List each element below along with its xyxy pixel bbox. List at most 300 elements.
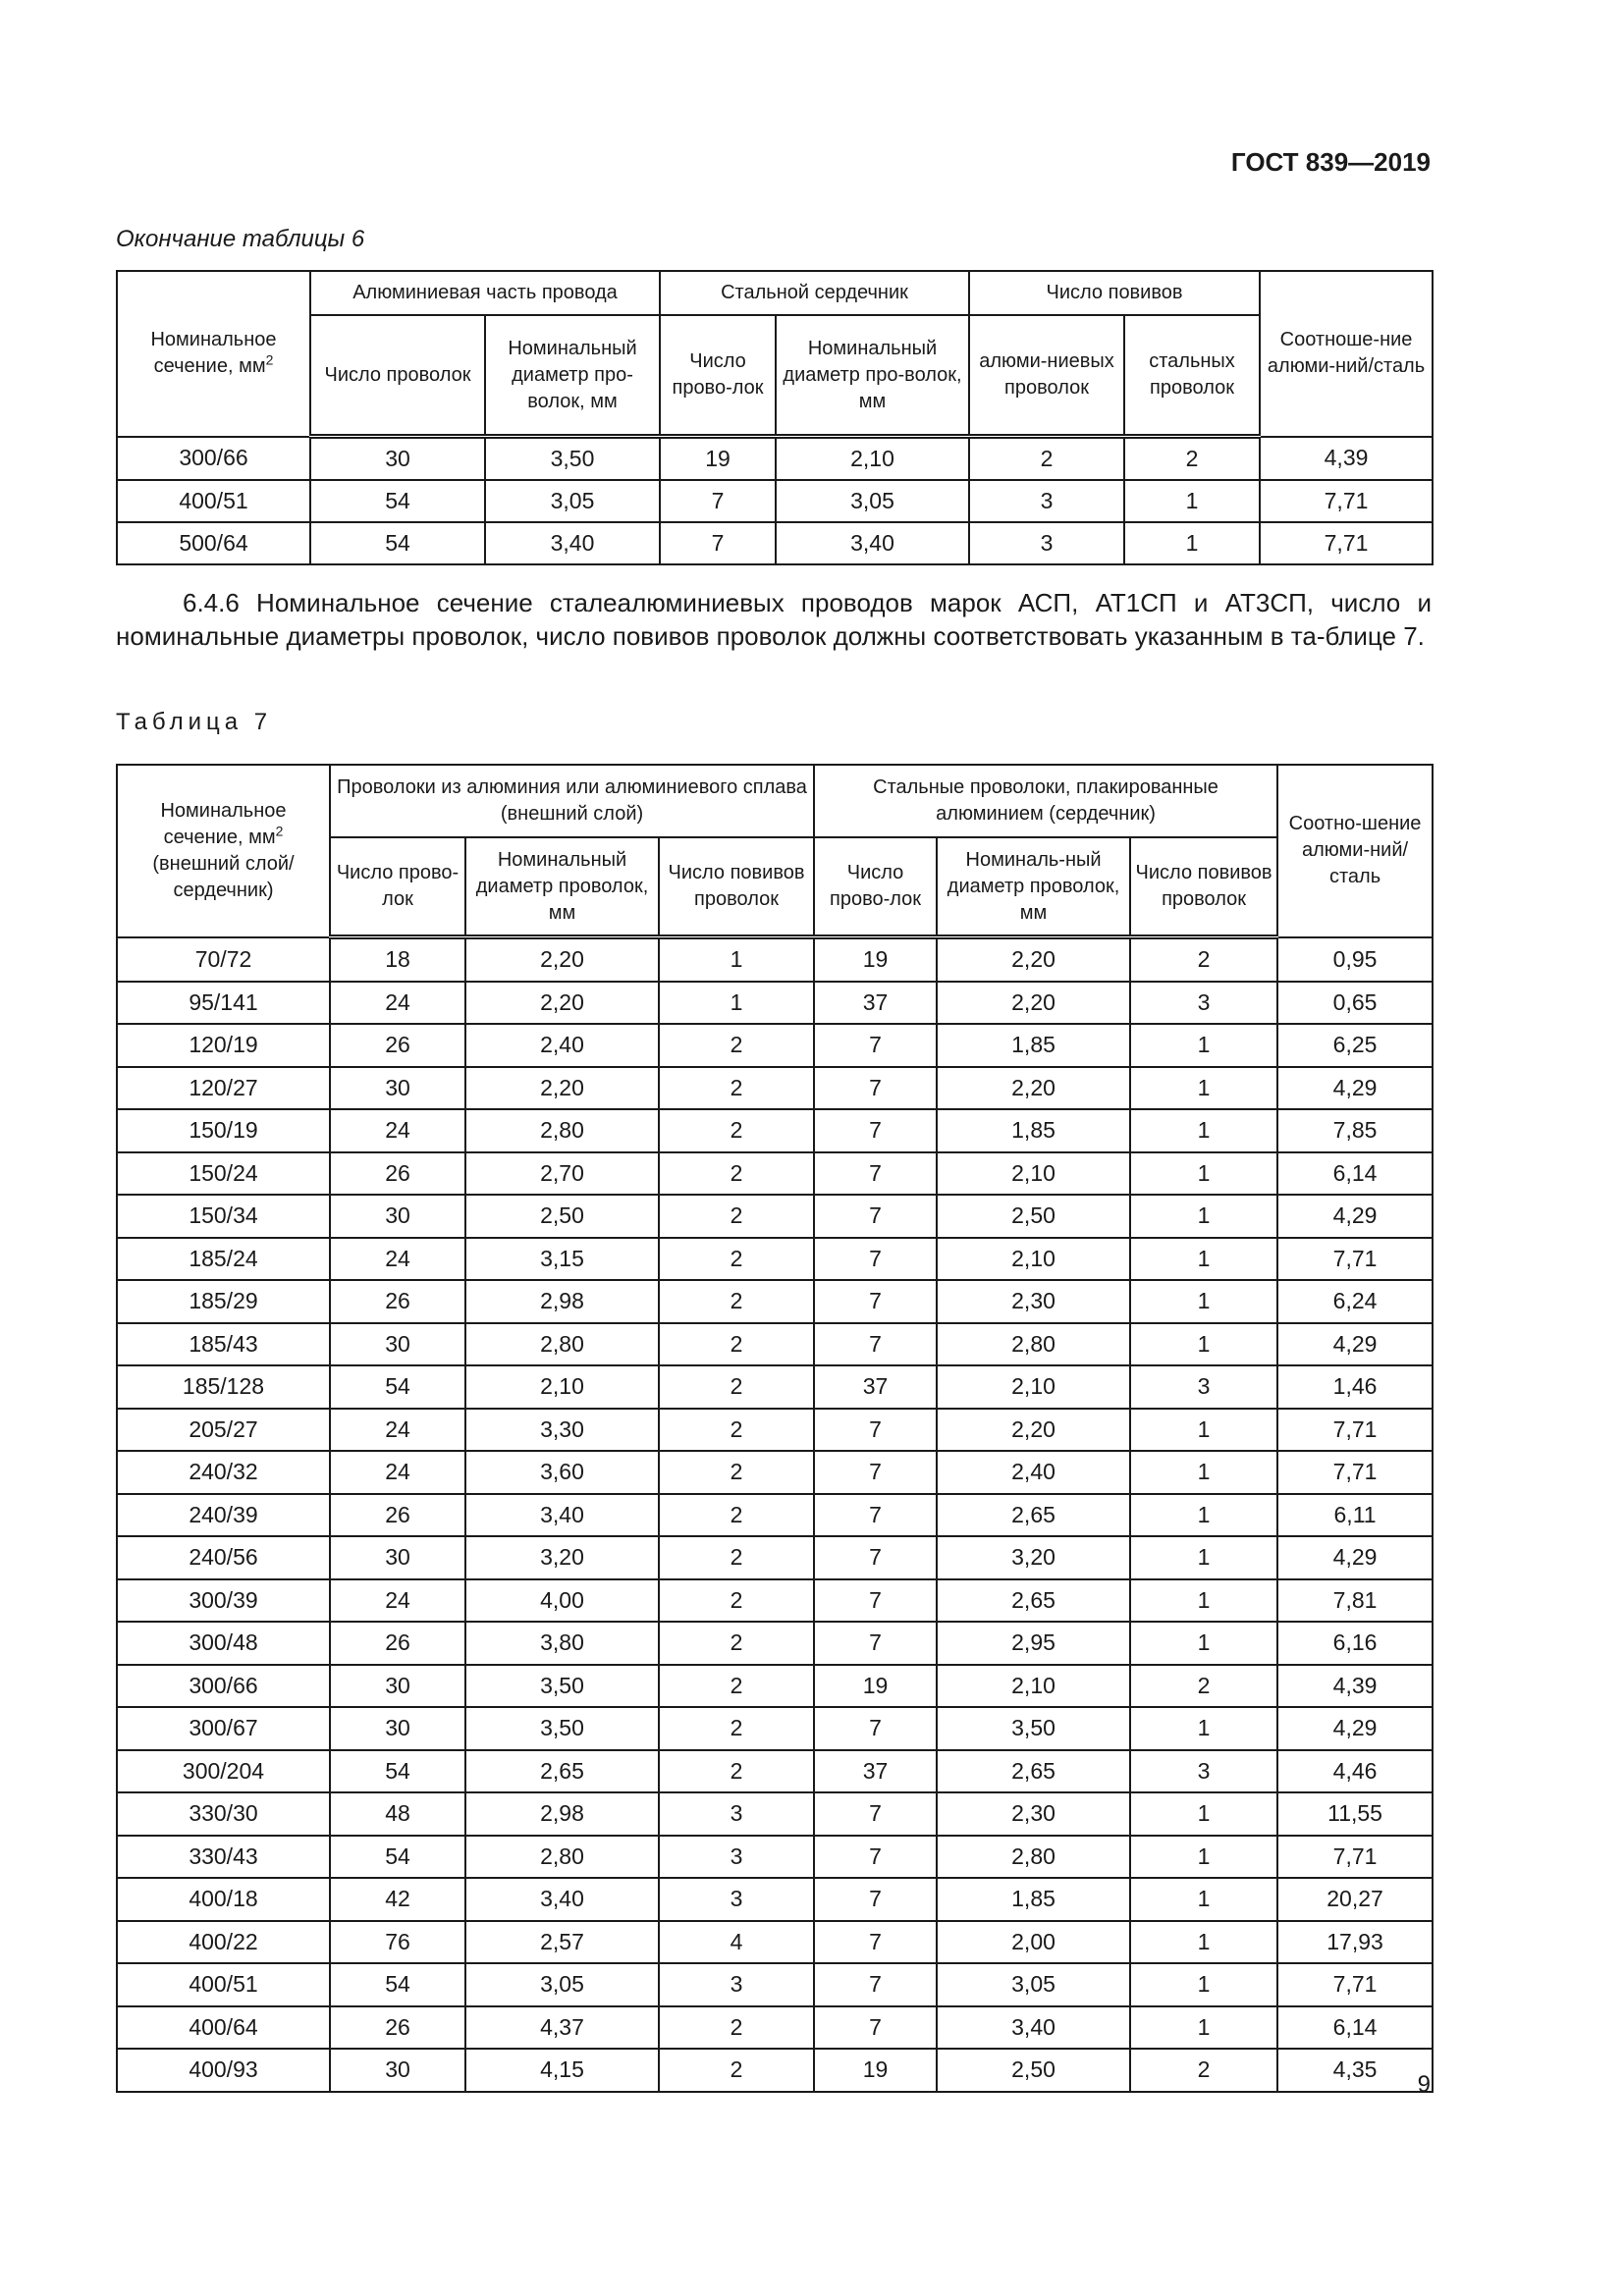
table-cell: 24 — [330, 1451, 465, 1494]
table-cell: 1 — [1130, 1152, 1277, 1196]
table6-header-st-diameter: Номинальный диаметр про-волок, мм — [776, 315, 969, 437]
table-cell: 1 — [1130, 1622, 1277, 1665]
table-cell: 205/27 — [117, 1409, 330, 1452]
table-cell: 2,80 — [465, 1836, 659, 1879]
table-cell: 1 — [1130, 1238, 1277, 1281]
table-cell: 2 — [659, 1494, 814, 1537]
table7-row — [117, 1750, 1433, 1793]
table-cell: 400/51 — [117, 480, 310, 522]
table-cell: 54 — [330, 1365, 465, 1409]
table-cell: 1 — [1130, 1451, 1277, 1494]
table-cell: 2,20 — [465, 937, 659, 982]
table7-caption: Таблица 7 — [116, 709, 273, 735]
table7-row — [117, 1409, 1433, 1452]
table-cell: 2 — [659, 2006, 814, 2050]
table7-row — [117, 1536, 1433, 1579]
table7-header-st-count: Число прово-лок — [814, 837, 937, 937]
table6-header-nominal: Номинальное сечение, $мм^2$ — [117, 271, 310, 437]
table-cell: 20,27 — [1277, 1878, 1433, 1921]
table-cell: 2,20 — [465, 982, 659, 1025]
table-cell: 26 — [330, 1280, 465, 1323]
table-cell: 7 — [814, 1536, 937, 1579]
table-cell: 2,65 — [937, 1579, 1130, 1623]
table-cell: 4,39 — [1260, 437, 1433, 481]
table-cell: 7,71 — [1277, 1451, 1433, 1494]
table-cell: 300/48 — [117, 1622, 330, 1665]
table-cell: 2 — [659, 1109, 814, 1152]
table-cell: 3,60 — [465, 1451, 659, 1494]
table-cell: 6,11 — [1277, 1494, 1433, 1537]
table-cell: 400/18 — [117, 1878, 330, 1921]
table-cell: 2,20 — [937, 937, 1130, 982]
table-cell: 4 — [659, 1921, 814, 1964]
table-cell: 2,80 — [465, 1109, 659, 1152]
table7-row — [117, 1024, 1433, 1067]
table-cell: 300/204 — [117, 1750, 330, 1793]
table-cell: 2 — [659, 1579, 814, 1623]
table-cell: 3,05 — [465, 1963, 659, 2006]
table7-row — [117, 1152, 1433, 1196]
table-cell: 26 — [330, 1152, 465, 1196]
table-cell: 1 — [1130, 1109, 1277, 1152]
table-cell: 1 — [1130, 1280, 1277, 1323]
table-cell: 7 — [814, 1707, 937, 1750]
table-cell: 7 — [814, 2006, 937, 2050]
table-cell: 1,85 — [937, 1024, 1130, 1067]
table-cell: 3,40 — [776, 522, 969, 564]
table-cell: 7 — [814, 1152, 937, 1196]
table-cell: 2,98 — [465, 1792, 659, 1836]
table-cell: 2 — [659, 1323, 814, 1366]
table-cell: 185/128 — [117, 1365, 330, 1409]
table7-row — [117, 1195, 1433, 1238]
table-cell: 30 — [330, 1536, 465, 1579]
table6-header-aluminium-group: Алюминиевая часть провода — [310, 271, 660, 315]
table-cell: 2 — [659, 1451, 814, 1494]
table-cell: 3,40 — [465, 1494, 659, 1537]
table-cell: 1 — [1124, 480, 1260, 522]
table-cell: 2,70 — [465, 1152, 659, 1196]
table-cell: 18 — [330, 937, 465, 982]
table-cell: 400/93 — [117, 2049, 330, 2092]
table-cell: 54 — [330, 1836, 465, 1879]
table-cell: 2,80 — [937, 1836, 1130, 1879]
table-cell: 1 — [1130, 1963, 1277, 2006]
table-cell: 400/64 — [117, 2006, 330, 2050]
table-cell: 3,50 — [485, 437, 660, 481]
table6-row — [117, 480, 1433, 522]
table-cell: 2 — [1130, 1665, 1277, 1708]
table-cell: 37 — [814, 1365, 937, 1409]
table-cell: 1 — [1130, 1921, 1277, 1964]
table-cell: 1 — [659, 937, 814, 982]
table-cell: 3,50 — [465, 1707, 659, 1750]
table-cell: 3,05 — [937, 1963, 1130, 2006]
table-cell: 400/22 — [117, 1921, 330, 1964]
table-cell: 7 — [814, 1963, 937, 2006]
table7-row — [117, 1579, 1433, 1623]
table-cell: 3,80 — [465, 1622, 659, 1665]
table-cell: 3 — [659, 1792, 814, 1836]
table-cell: 7 — [660, 480, 776, 522]
table-cell: 1 — [1130, 1836, 1277, 1879]
table-cell: 4,15 — [465, 2049, 659, 2092]
table-cell: 3 — [1130, 1365, 1277, 1409]
table7-row — [117, 937, 1433, 982]
table-cell: 2 — [659, 1536, 814, 1579]
table-cell: 1 — [1130, 1067, 1277, 1110]
table7-row — [117, 1109, 1433, 1152]
table-cell: 1 — [1130, 1195, 1277, 1238]
table-cell: 30 — [330, 1323, 465, 1366]
table-cell: 95/141 — [117, 982, 330, 1025]
table-cell: 300/66 — [117, 437, 310, 481]
table-cell: 30 — [330, 1707, 465, 1750]
table7-header-st-group: Стальные проволоки, плакированные алюминием (сердечник) — [814, 765, 1277, 837]
table-cell: 7 — [814, 1024, 937, 1067]
table-cell: 185/29 — [117, 1280, 330, 1323]
table-cell: 6,25 — [1277, 1024, 1433, 1067]
table-cell: 2,20 — [937, 1067, 1130, 1110]
table-cell: 300/66 — [117, 1665, 330, 1708]
table7-row — [117, 1836, 1433, 1879]
table7-row — [117, 1451, 1433, 1494]
table-cell: 1,85 — [937, 1109, 1130, 1152]
table-cell: 2,10 — [937, 1152, 1130, 1196]
table-cell: 185/24 — [117, 1238, 330, 1281]
table-cell: 48 — [330, 1792, 465, 1836]
table-cell: 2,30 — [937, 1280, 1130, 1323]
table-cell: 2,20 — [937, 1409, 1130, 1452]
table-cell: 2 — [659, 1152, 814, 1196]
table-cell: 3 — [659, 1963, 814, 2006]
table-cell: 2 — [659, 1665, 814, 1708]
table6-container — [116, 270, 1432, 565]
table-cell: 19 — [660, 437, 776, 481]
table-cell: 2,10 — [776, 437, 969, 481]
table-cell: 330/30 — [117, 1792, 330, 1836]
table7-header-al-lays: Число повивов проволок — [659, 837, 814, 937]
table-cell: 1,85 — [937, 1878, 1130, 1921]
table7-row — [117, 1963, 1433, 2006]
table-cell: 1 — [1130, 1024, 1277, 1067]
table-cell: 24 — [330, 1409, 465, 1452]
table-cell: 2 — [659, 1280, 814, 1323]
table-cell: 7 — [814, 1792, 937, 1836]
table-cell: 24 — [330, 982, 465, 1025]
table-cell: 2 — [659, 1238, 814, 1281]
table-cell: 3,20 — [937, 1536, 1130, 1579]
table-cell: 2,10 — [937, 1365, 1130, 1409]
table7-header-st-diameter: Номиналь-ный диаметр проволок, мм — [937, 837, 1130, 937]
table-cell: 7 — [814, 1109, 937, 1152]
table7 — [116, 764, 1434, 2093]
table7-row — [117, 1067, 1433, 1110]
table-cell: 30 — [310, 437, 485, 481]
table-cell: 1 — [1130, 1579, 1277, 1623]
table-cell: 24 — [330, 1238, 465, 1281]
table-cell: 2,00 — [937, 1921, 1130, 1964]
table-cell: 2 — [659, 1707, 814, 1750]
table7-row — [117, 1921, 1433, 1964]
table6-header-al-count: Число проволок — [310, 315, 485, 437]
table-cell: 240/32 — [117, 1451, 330, 1494]
table6-header-lays-group: Число повивов — [969, 271, 1260, 315]
paragraph-6-4-6: 6.4.6 Номинальное сечение сталеалюминиевых проводов марок АСП, АТ1СП и АТ3СП, число и номинальные диаметры проволок, число повивов проволок должны соответствовать указанным в та-блице 7. — [116, 588, 1432, 651]
table-cell: 70/72 — [117, 937, 330, 982]
table-cell: 7 — [814, 1067, 937, 1110]
table7-row — [117, 1280, 1433, 1323]
table-cell: 2,65 — [465, 1750, 659, 1793]
table7-container — [116, 764, 1432, 2093]
table-cell: 7,71 — [1260, 480, 1433, 522]
table-cell: 0,95 — [1277, 937, 1433, 982]
table6-header-lays-st: стальных проволок — [1124, 315, 1260, 437]
table-cell: 2 — [659, 2049, 814, 2092]
table-cell: 2 — [659, 1067, 814, 1110]
table-cell: 2,50 — [937, 2049, 1130, 2092]
table-cell: 3 — [969, 480, 1124, 522]
table7-row — [117, 1323, 1433, 1366]
table-cell: 7 — [814, 1280, 937, 1323]
table-cell: 19 — [814, 937, 937, 982]
table-cell: 2,80 — [465, 1323, 659, 1366]
table-cell: 30 — [330, 1067, 465, 1110]
table6-body — [117, 437, 1433, 565]
table-cell: 7 — [814, 1451, 937, 1494]
table-cell: 500/64 — [117, 522, 310, 564]
table-cell: 6,14 — [1277, 2006, 1433, 2050]
table-cell: 1 — [1130, 2006, 1277, 2050]
table-cell: 17,93 — [1277, 1921, 1433, 1964]
table-cell: 7 — [814, 1409, 937, 1452]
table-cell: 54 — [310, 480, 485, 522]
table-cell: 3 — [659, 1836, 814, 1879]
table-cell: 2 — [659, 1365, 814, 1409]
table-cell: 1 — [659, 982, 814, 1025]
table-cell: 30 — [330, 1195, 465, 1238]
table7-row — [117, 2049, 1433, 2092]
table7-row — [117, 1365, 1433, 1409]
table-cell: 0,65 — [1277, 982, 1433, 1025]
table6-header-st-count: Число прово-лок — [660, 315, 776, 437]
table-cell: 7 — [814, 1579, 937, 1623]
table-cell: 7 — [660, 522, 776, 564]
table-cell: 120/19 — [117, 1024, 330, 1067]
table-cell: 1 — [1130, 1878, 1277, 1921]
table-cell: 4,46 — [1277, 1750, 1433, 1793]
table-cell: 2 — [969, 437, 1124, 481]
table-cell: 2 — [659, 1750, 814, 1793]
table7-row — [117, 1238, 1433, 1281]
table6-header-steel-group: Стальной сердечник — [660, 271, 969, 315]
table7-row — [117, 1494, 1433, 1537]
table-cell: 120/27 — [117, 1067, 330, 1110]
table-cell: 26 — [330, 2006, 465, 2050]
table-cell: 240/39 — [117, 1494, 330, 1537]
table-cell: 2,10 — [465, 1365, 659, 1409]
table-cell: 185/43 — [117, 1323, 330, 1366]
table-cell: 3,50 — [465, 1665, 659, 1708]
table-cell: 4,00 — [465, 1579, 659, 1623]
table-cell: 4,29 — [1277, 1707, 1433, 1750]
table-cell: 3,40 — [937, 2006, 1130, 2050]
table6-row — [117, 522, 1433, 564]
table-cell: 2 — [659, 1622, 814, 1665]
table-cell: 4,29 — [1277, 1323, 1433, 1366]
table-cell: 150/34 — [117, 1195, 330, 1238]
table-cell: 240/56 — [117, 1536, 330, 1579]
table-cell: 30 — [330, 1665, 465, 1708]
table-cell: 19 — [814, 2049, 937, 2092]
table-cell: 3,20 — [465, 1536, 659, 1579]
table-cell: 2,65 — [937, 1494, 1130, 1537]
table-cell: 7 — [814, 1494, 937, 1537]
table-cell: 7 — [814, 1238, 937, 1281]
table-cell: 6,14 — [1277, 1152, 1433, 1196]
table-cell: 2,20 — [465, 1067, 659, 1110]
table-cell: 26 — [330, 1024, 465, 1067]
table-cell: 330/43 — [117, 1836, 330, 1879]
table-cell: 2,10 — [937, 1665, 1130, 1708]
table6-header-lays-al: алюми-ниевых проволок — [969, 315, 1124, 437]
table7-row — [117, 1878, 1433, 1921]
table-cell: 7,71 — [1277, 1963, 1433, 2006]
table6-header-ratio: Соотноше-ние алюми-ний/сталь — [1260, 271, 1433, 437]
table-cell: 2,50 — [465, 1195, 659, 1238]
table7-header-al-diameter: Номинальный диаметр проволок, мм — [465, 837, 659, 937]
table-cell: 26 — [330, 1622, 465, 1665]
table-cell: 7,71 — [1260, 522, 1433, 564]
table-cell: 7 — [814, 1323, 937, 1366]
table-cell: 54 — [330, 1963, 465, 2006]
table-cell: 3,30 — [465, 1409, 659, 1452]
table-cell: 4,39 — [1277, 1665, 1433, 1708]
table-cell: 30 — [330, 2049, 465, 2092]
table-cell: 7,81 — [1277, 1579, 1433, 1623]
table7-row — [117, 982, 1433, 1025]
table-cell: 150/24 — [117, 1152, 330, 1196]
table-cell: 2,40 — [937, 1451, 1130, 1494]
table-cell: 2 — [659, 1195, 814, 1238]
table-cell: 2,65 — [937, 1750, 1130, 1793]
table7-row — [117, 1665, 1433, 1708]
table6-header-al-diameter: Номинальный диаметр про-волок, мм — [485, 315, 660, 437]
table-cell: 19 — [814, 1665, 937, 1708]
table-cell: 2,95 — [937, 1622, 1130, 1665]
table-cell: 7 — [814, 1878, 937, 1921]
table-cell: 2,80 — [937, 1323, 1130, 1366]
table-cell: 2 — [659, 1409, 814, 1452]
table-cell: 7,85 — [1277, 1109, 1433, 1152]
table-cell: 3,05 — [776, 480, 969, 522]
table-cell: 7 — [814, 1622, 937, 1665]
table-cell: 300/67 — [117, 1707, 330, 1750]
table-cell: 1 — [1130, 1792, 1277, 1836]
table-cell: 400/51 — [117, 1963, 330, 2006]
table-cell: 3,50 — [937, 1707, 1130, 1750]
table-cell: 11,55 — [1277, 1792, 1433, 1836]
table-cell: 7,71 — [1277, 1836, 1433, 1879]
table-cell: 2 — [1130, 2049, 1277, 2092]
table-cell: 54 — [310, 522, 485, 564]
table7-header-al-count: Число прово-лок — [330, 837, 465, 937]
table-cell: 4,29 — [1277, 1536, 1433, 1579]
table7-row — [117, 1792, 1433, 1836]
table6-row — [117, 437, 1433, 481]
table-cell: 3 — [969, 522, 1124, 564]
table-cell: 7 — [814, 1921, 937, 1964]
table-cell: 6,24 — [1277, 1280, 1433, 1323]
table-cell: 7 — [814, 1836, 937, 1879]
table7-header-nominal: Номинальное сечение, $мм^2$ (внешний слой/ сердечник) — [117, 765, 330, 937]
table-cell: 2,98 — [465, 1280, 659, 1323]
page-number: 9 — [1417, 2071, 1431, 2098]
table-cell: 1 — [1124, 522, 1260, 564]
table-cell: 2 — [659, 1024, 814, 1067]
table7-header-al-group: Проволоки из алюминия или алюминиевого сплава (внешний слой) — [330, 765, 814, 837]
document-code: ГОСТ 839—2019 — [1230, 147, 1431, 177]
table-cell: 3,15 — [465, 1238, 659, 1281]
table-cell: 4,35 — [1277, 2049, 1433, 2092]
table-cell: 3,40 — [465, 1878, 659, 1921]
table-cell: 42 — [330, 1878, 465, 1921]
table-cell: 2 — [1130, 937, 1277, 982]
table-cell: 4,29 — [1277, 1195, 1433, 1238]
table7-row — [117, 1622, 1433, 1665]
table-cell: 54 — [330, 1750, 465, 1793]
table7-header-ratio: Соотно-шение алюми-ний/ сталь — [1277, 765, 1433, 937]
table-cell: 24 — [330, 1579, 465, 1623]
table-cell: 24 — [330, 1109, 465, 1152]
table-cell: 3 — [1130, 1750, 1277, 1793]
table-cell: 7,71 — [1277, 1238, 1433, 1281]
table6-caption: Окончание таблицы 6 — [116, 226, 365, 252]
table-cell: 1 — [1130, 1707, 1277, 1750]
table-cell: 4,37 — [465, 2006, 659, 2050]
table-cell: 76 — [330, 1921, 465, 1964]
table7-header-st-lays: Число повивов проволок — [1130, 837, 1277, 937]
table-cell: 300/39 — [117, 1579, 330, 1623]
table6 — [116, 270, 1434, 565]
table-cell: 1,46 — [1277, 1365, 1433, 1409]
table-cell: 2 — [1124, 437, 1260, 481]
table-cell: 1 — [1130, 1494, 1277, 1537]
table-cell: 3,05 — [485, 480, 660, 522]
table-cell: 150/19 — [117, 1109, 330, 1152]
table-cell: 4,29 — [1277, 1067, 1433, 1110]
table-cell: 3,40 — [485, 522, 660, 564]
table-cell: 37 — [814, 1750, 937, 1793]
table-cell: 26 — [330, 1494, 465, 1537]
table-cell: 3 — [1130, 982, 1277, 1025]
table-cell: 2,50 — [937, 1195, 1130, 1238]
table-cell: 6,16 — [1277, 1622, 1433, 1665]
table-cell: 2,40 — [465, 1024, 659, 1067]
table-cell: 2,20 — [937, 982, 1130, 1025]
table-cell: 2,57 — [465, 1921, 659, 1964]
table-cell: 3 — [659, 1878, 814, 1921]
table7-body — [117, 937, 1433, 2092]
table-cell: 1 — [1130, 1323, 1277, 1366]
table7-row — [117, 1707, 1433, 1750]
table-cell: 7,71 — [1277, 1409, 1433, 1452]
table-cell: 37 — [814, 982, 937, 1025]
table-cell: 7 — [814, 1195, 937, 1238]
table-cell: 2,30 — [937, 1792, 1130, 1836]
table-cell: 2,10 — [937, 1238, 1130, 1281]
table-cell: 1 — [1130, 1409, 1277, 1452]
